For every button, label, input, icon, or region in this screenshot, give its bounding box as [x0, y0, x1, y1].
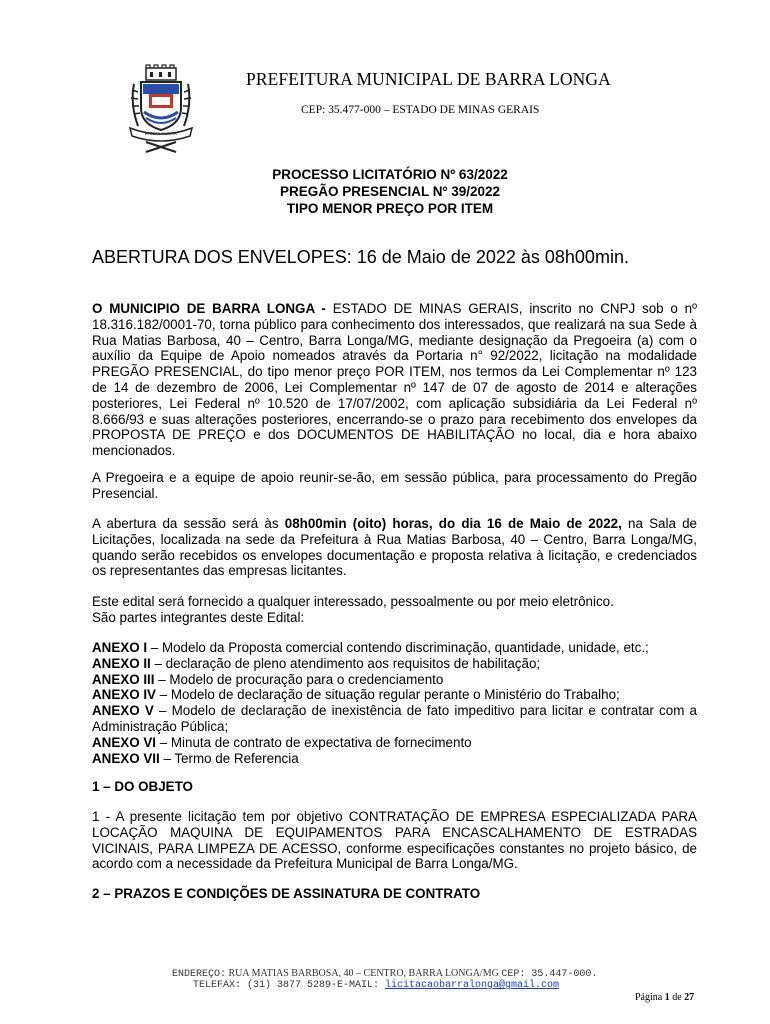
- tipo-line: TIPO MENOR PREÇO POR ITEM: [286, 201, 494, 216]
- intro-text: ESTADO DE MINAS GERAIS, inscrito no CNPJ sob o nº 18.316.182/0001-70, torna público para conhecimento dos interessados, que realizará na sua Sede à Rua Matias Barbosa, 40 – Centro, Barra Longa/MG, mediante designação da Pregoeira (a) com o auxílio da Equipe de Apoio nomeados através da Portaria n° 92/2022, licitação na modalidade PREGÃO PRESENCIAL, do tipo menor preço POR ITEM, nos termos da Lei Complementar nº 123 de 14 de dezembro de 2006, Lei Complementar nº 147 de 07 de agosto de 2014 e alterações posteriores, Lei Federal nº 10.520 de 17/07/2002, com aplicação subsidiária da Lei Federal nº 8.666/93 e suas alterações posteriores, encerrando-se o prazo para recebimento dos envelopes da PROPOSTA DE PREÇO e dos DOCUMENTOS DE HABILITAÇÃO no local, dia e hora abaixo mencionados.: [92, 301, 698, 459]
- section-2-heading: 2 – PRAZOS E CONDIÇÕES DE ASSINATURA DE CONTRATO: [92, 886, 481, 901]
- page-prefix: Página: [635, 992, 665, 1003]
- edital-paragraph: [92, 594, 697, 626]
- section-1-heading: 1 – DO OBJETO: [92, 779, 193, 794]
- opening-heading: ABERTURA DOS ENVELOPES: 16 de Maio de 2022 às 08h00min.: [92, 247, 629, 267]
- edital-line-1: Este edital será fornecido a qualquer interessado, pessoalmente ou por meio eletrônico.: [92, 594, 614, 609]
- session-paragraph: A Pregoeira e a equipe de apoio reunir-se-ão, em sessão pública, para processamento do Pregão Presencial.: [92, 470, 697, 501]
- annex-text: – Termo de Referencia: [159, 750, 299, 766]
- opening-paragraph: [92, 516, 697, 579]
- intro-bold-lead: O MUNICIPIO DE BARRA LONGA -: [92, 301, 333, 316]
- page-current: 1: [664, 992, 670, 1003]
- municipal-crest-logo: [128, 64, 194, 154]
- section-1-text: 1 - A presente licitação tem por objetivo CONTRATAÇÃO DE EMPRESA ESPECIALIZADA PARA LOCAÇÃO MAQUINA DE EQUIPAMENTOS PARA ENCASCALHAMENTO DE ESTRADAS VICINAIS, PARA LIMPEZA DE ACESSO, conforme especificações constantes no projeto básico, de acordo com a necessidade da Prefeitura Municipal de Barra Longa/MG.: [92, 809, 697, 872]
- process-number: PROCESSO LICITATÓRIO Nº 63/2022: [272, 167, 508, 182]
- annex-label: ANEXO IV: [92, 687, 156, 703]
- page-total: 27: [684, 992, 695, 1003]
- municipality-cep: CEP: 35.477-000 – ESTADO DE MINAS GERAIS: [301, 104, 540, 116]
- annex-label: ANEXO VII: [92, 750, 160, 766]
- annex-text: – Modelo de declaração de inexistência de fato impeditivo para licitar e contratar com a Administração Pública;: [92, 703, 697, 734]
- annex-text: – declaração de pleno atendimento aos requisitos de habilitação;: [150, 655, 541, 671]
- annex-label: ANEXO II: [92, 655, 151, 671]
- edital-line-2: São partes integrantes deste Edital:: [92, 609, 305, 625]
- annex-label: ANEXO I: [92, 640, 148, 655]
- footer-cep: CEP: 35.447-000.: [501, 969, 598, 980]
- list-item: [92, 656, 697, 672]
- list-item: [92, 640, 697, 656]
- footer-email-link[interactable]: licitacaobarralonga@gmail.com: [385, 980, 560, 991]
- annex-text: – Modelo de procuração para o credenciamento: [154, 671, 444, 687]
- page-number: [635, 992, 694, 1003]
- list-item: [92, 703, 697, 735]
- page-of: de: [669, 992, 685, 1003]
- opening-post: na Sala de Licitações, localizada na sede da Prefeitura à Rua Matias Barbosa, 40 – Centro, Barra Longa/MG, quando serão recebidos os envelopes documentação e proposta relativa à licitação, e credenciados os representantes das empresas licitantes.: [92, 516, 697, 579]
- annex-label: ANEXO VI: [92, 734, 156, 750]
- footer-contact: [193, 980, 559, 991]
- list-item: [92, 751, 697, 767]
- opening-bold: 08h00min (oito) horas, do dia 16 de Maio de 2022,: [284, 516, 622, 531]
- annex-text: – Minuta de contrato de expectativa de fornecimento: [156, 734, 472, 750]
- footer-address: [172, 968, 597, 980]
- opening-pre: A abertura da sessão será às: [92, 516, 285, 531]
- list-item: [92, 687, 697, 703]
- intro-paragraph: [92, 301, 697, 459]
- footer-address-label: ENDEREÇO:: [172, 969, 227, 980]
- list-item: [92, 735, 697, 751]
- annex-label: ANEXO V: [92, 703, 154, 719]
- municipality-title: PREFEITURA MUNICIPAL DE BARRA LONGA: [246, 69, 611, 89]
- crest-ribbon-text: BARRA LONGA: [144, 131, 178, 136]
- annex-label: ANEXO III: [92, 671, 155, 687]
- annex-text: – Modelo de declaração de situação regular perante o Ministério do Trabalho;: [156, 687, 620, 703]
- annex-text: – Modelo da Proposta comercial contendo discriminação, quantidade, unidade, etc.;: [147, 640, 649, 655]
- footer-phone: TELEFAX: (31) 3877 5289-E-MAIL:: [193, 980, 386, 991]
- pregao-number: PREGÃO PRESENCIAL Nº 39/2022: [279, 184, 500, 199]
- annex-list: [92, 640, 697, 766]
- footer-address-text: RUA MATIAS BARBOSA, 40 – CENTRO, BARRA LONGA/MG: [226, 968, 502, 979]
- list-item: [92, 672, 697, 688]
